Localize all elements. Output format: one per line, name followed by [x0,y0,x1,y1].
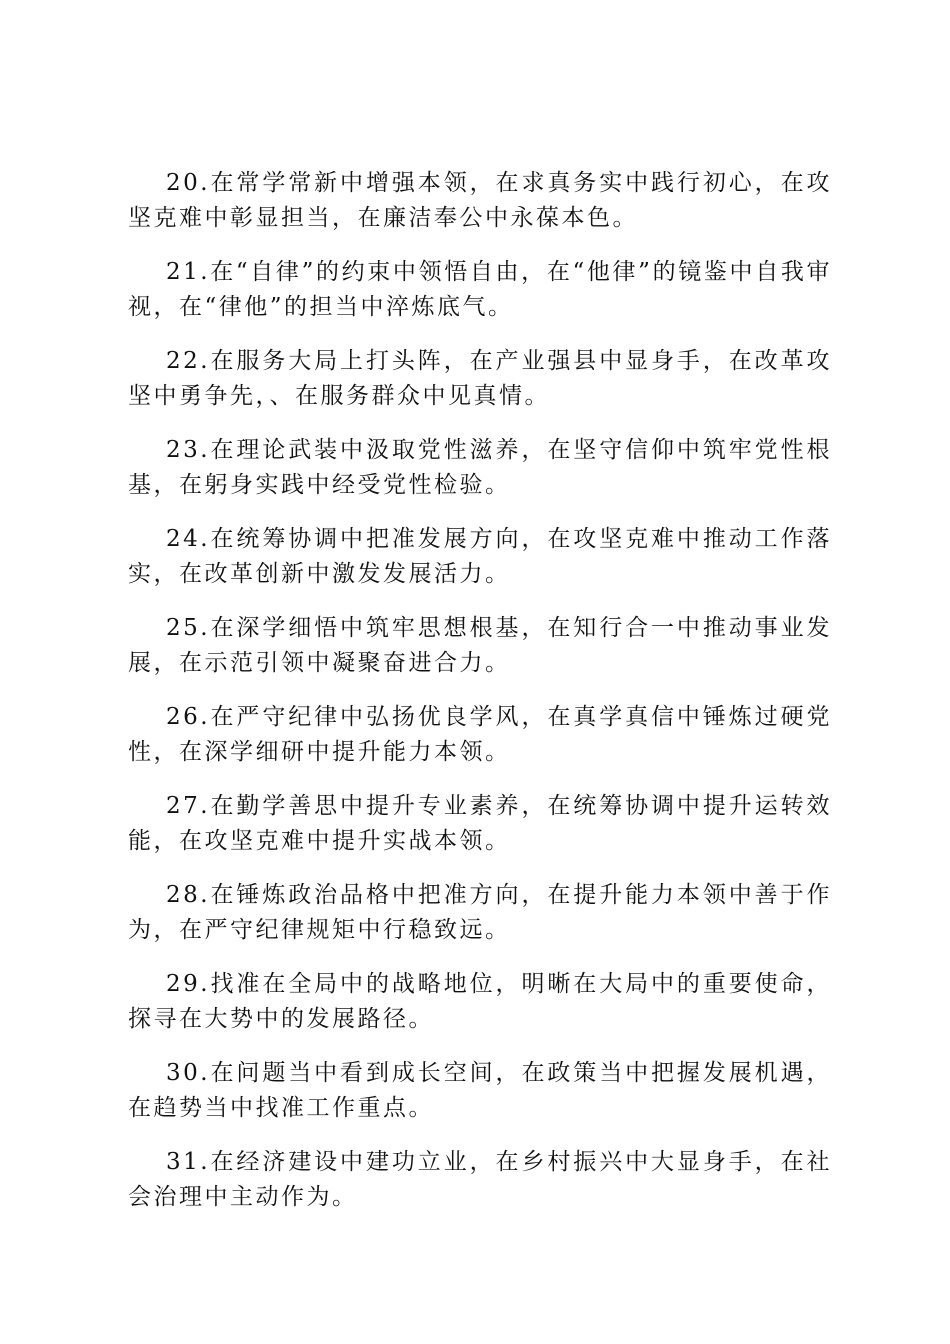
list-item: 28.在锤炼政治品格中把准方向，在提升能力本领中善于作为，在严守纪律规矩中行稳致远。 [128,882,832,943]
list-item: 31.在经济建设中建功立业，在乡村振兴中大显身手，在社会治理中主动作为。 [128,1149,832,1210]
list-item: 24.在统筹协调中把准发展方向，在攻坚克难中推动工作落实，在改革创新中激发发展活力。 [128,526,832,587]
document-body [128,166,832,1234]
list-item: 22.在服务大局上打头阵，在产业强县中显身手，在改革攻坚中勇争先，、在服务群众中见真情。 [128,348,832,409]
list-item: 21.在“自律”的约束中领悟自由，在“他律”的镜鉴中自我审视，在“律他”的担当中淬炼底气。 [128,259,832,320]
list-item: 27.在勤学善思中提升专业素养，在统筹协调中提升运转效能，在攻坚克难中提升实战本领。 [128,793,832,854]
list-item: 26.在严守纪律中弘扬优良学风，在真学真信中锤炼过硬党性，在深学细研中提升能力本领。 [128,704,832,765]
list-item: 23.在理论武装中汲取党性滋养，在坚守信仰中筑牢党性根基，在躬身实践中经受党性检验。 [128,437,832,498]
list-item: 29.找准在全局中的战略地位，明晰在大局中的重要使命，探寻在大势中的发展路径。 [128,971,832,1032]
list-item: 30.在问题当中看到成长空间，在政策当中把握发展机遇，在趋势当中找准工作重点。 [128,1060,832,1121]
list-item: 20.在常学常新中增强本领，在求真务实中践行初心，在攻坚克难中彰显担当，在廉洁奉公中永葆本色。 [128,170,832,231]
list-item: 25.在深学细悟中筑牢思想根基，在知行合一中推动事业发展，在示范引领中凝聚奋进合力。 [128,615,832,676]
